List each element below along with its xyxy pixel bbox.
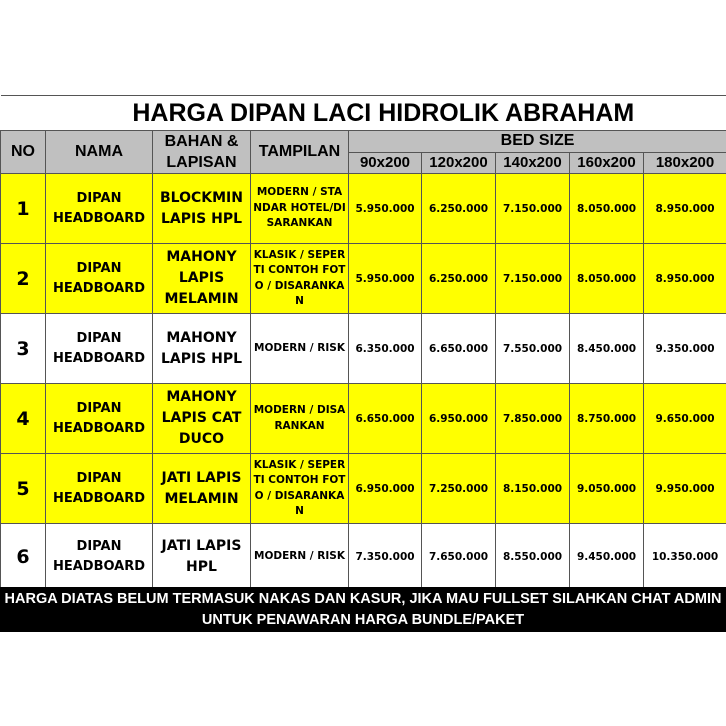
cell-tampilan: MODERN / DISARANKAN <box>251 384 349 454</box>
cell-price: 7.650.000 <box>422 524 496 591</box>
cell-price: 8.150.000 <box>496 454 570 524</box>
header-tampilan: TAMPILAN <box>251 131 349 174</box>
cell-no: 1 <box>1 174 46 244</box>
cell-bahan: JATI LAPIS HPL <box>153 524 251 591</box>
cell-price: 9.050.000 <box>570 454 644 524</box>
cell-bahan: MAHONY LAPIS CAT DUCO <box>153 384 251 454</box>
cell-no: 4 <box>1 384 46 454</box>
table-body <box>1 174 726 591</box>
cell-nama: DIPAN HEADBOARD <box>46 454 153 524</box>
header-bahan: BAHAN & LAPISAN <box>153 131 251 174</box>
cell-bahan: JATI LAPIS MELAMIN <box>153 454 251 524</box>
cell-price: 8.950.000 <box>644 174 726 244</box>
cell-nama: DIPAN HEADBOARD <box>46 384 153 454</box>
cell-price: 5.950.000 <box>349 174 422 244</box>
cell-no: 3 <box>1 314 46 384</box>
cell-price: 7.150.000 <box>496 174 570 244</box>
cell-price: 9.950.000 <box>644 454 726 524</box>
cell-price: 6.950.000 <box>349 454 422 524</box>
cell-price: 8.750.000 <box>570 384 644 454</box>
cell-tampilan: MODERN / RISK <box>251 524 349 591</box>
table-row <box>1 454 726 524</box>
cell-price: 6.650.000 <box>349 384 422 454</box>
cell-bahan: MAHONY LAPIS HPL <box>153 314 251 384</box>
cell-price: 7.550.000 <box>496 314 570 384</box>
cell-price: 7.850.000 <box>496 384 570 454</box>
table-row <box>1 244 726 314</box>
cell-price: 7.250.000 <box>422 454 496 524</box>
header-size: 140x200 <box>496 152 570 174</box>
cell-nama: DIPAN HEADBOARD <box>46 174 153 244</box>
price-table <box>0 95 726 591</box>
footer-note: HARGA DIATAS BELUM TERMASUK NAKAS DAN KASUR, JIKA MAU FULLSET SILAHKAN CHAT ADMIN UNTUK PENAWARAN HARGA BUNDLE/PAKET <box>0 587 726 632</box>
cell-tampilan: MODERN / RISK <box>251 314 349 384</box>
cell-price: 6.350.000 <box>349 314 422 384</box>
cell-price: 8.050.000 <box>570 244 644 314</box>
cell-price: 8.050.000 <box>570 174 644 244</box>
table-row <box>1 524 726 591</box>
cell-price: 7.150.000 <box>496 244 570 314</box>
cell-price: 8.950.000 <box>644 244 726 314</box>
cell-price: 6.650.000 <box>422 314 496 384</box>
cell-price: 5.950.000 <box>349 244 422 314</box>
cell-price: 9.350.000 <box>644 314 726 384</box>
cell-price: 7.350.000 <box>349 524 422 591</box>
cell-nama: DIPAN HEADBOARD <box>46 314 153 384</box>
cell-tampilan: KLASIK / SEPERTI CONTOH FOTO / DISARANKAN <box>251 244 349 314</box>
header-nama: NAMA <box>46 131 153 174</box>
cell-price: 8.550.000 <box>496 524 570 591</box>
cell-price: 9.650.000 <box>644 384 726 454</box>
header-no: NO <box>1 131 46 174</box>
cell-tampilan: MODERN / STANDAR HOTEL/DISARANKAN <box>251 174 349 244</box>
cell-no: 5 <box>1 454 46 524</box>
header-size: 90x200 <box>349 152 422 174</box>
table-row <box>1 174 726 244</box>
page-title: HARGA DIPAN LACI HIDROLIK ABRAHAM <box>1 96 726 131</box>
cell-price: 9.450.000 <box>570 524 644 591</box>
header-size: 180x200 <box>644 152 726 174</box>
header-bed-size: BED SIZE <box>349 131 726 153</box>
header-size: 120x200 <box>422 152 496 174</box>
table-row <box>1 384 726 454</box>
cell-price: 10.350.000 <box>644 524 726 591</box>
cell-no: 2 <box>1 244 46 314</box>
cell-no: 6 <box>1 524 46 591</box>
header-size: 160x200 <box>570 152 644 174</box>
cell-price: 8.450.000 <box>570 314 644 384</box>
price-table-sheet <box>0 95 726 591</box>
cell-nama: DIPAN HEADBOARD <box>46 244 153 314</box>
cell-tampilan: KLASIK / SEPERTI CONTOH FOTO / DISARANKAN <box>251 454 349 524</box>
cell-bahan: BLOCKMIN LAPIS HPL <box>153 174 251 244</box>
cell-price: 6.250.000 <box>422 244 496 314</box>
table-row <box>1 314 726 384</box>
cell-bahan: MAHONY LAPIS MELAMIN <box>153 244 251 314</box>
cell-price: 6.250.000 <box>422 174 496 244</box>
cell-price: 6.950.000 <box>422 384 496 454</box>
cell-nama: DIPAN HEADBOARD <box>46 524 153 591</box>
